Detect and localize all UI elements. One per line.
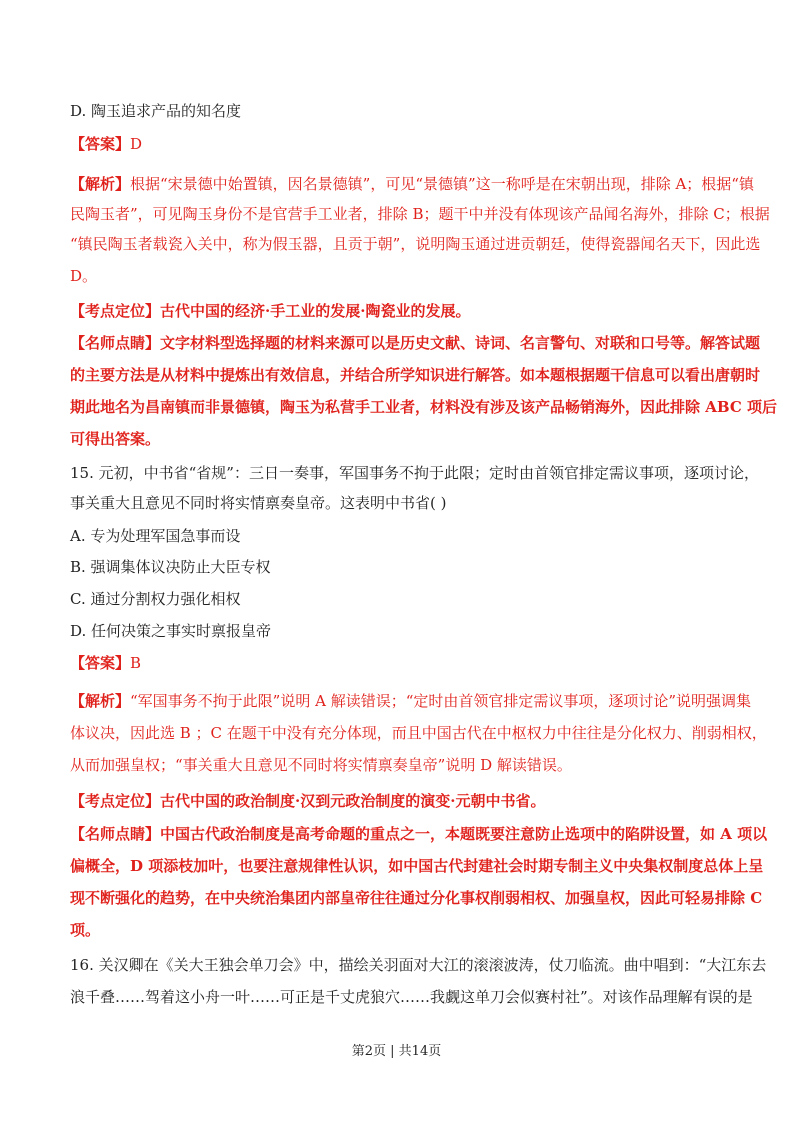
q15-answer: [70, 653, 730, 673]
q15-option-a: A. 专为处理军国急事而设: [70, 527, 241, 545]
q15-option-d: D. 任何决策之事实时禀报皇帝: [70, 622, 272, 640]
tip-tag: 【名师点睛】: [70, 334, 161, 352]
q14-analysis-line: “镇民陶玉者载瓷入关中，称为假玉器，且贡于朝”，说明陶玉通过进贡朝廷，使得瓷器闻名天下，因此选: [70, 235, 761, 253]
q15-tip-line: 项。: [70, 921, 101, 939]
point-text: 古代中国的经济·手工业的发展·陶瓷业的发展。: [160, 302, 471, 320]
point-tag: 【考点定位】: [70, 792, 161, 810]
analysis-tag: 【解析】: [70, 692, 131, 710]
q14-tip-line: [70, 333, 761, 353]
q14-analysis-line: D。: [70, 267, 98, 285]
answer-tag: 【答案】: [70, 135, 131, 153]
q15-point: [70, 791, 730, 811]
q15-option-b: B. 强调集体议决防止大臣专权: [70, 558, 271, 576]
q14-point: [70, 301, 730, 321]
q15-tip-line: 偏概全，D 项添枝加叶，也要注意规律性认识，如中国古代封建社会时期专制主义中央集权制度总体上呈: [70, 857, 764, 875]
q15-analysis-line: [70, 691, 752, 711]
page-footer: 第2页 | 共14页: [351, 1044, 442, 1059]
tip-tag: 【名师点睛】: [70, 825, 161, 843]
q14-tip-line: 期此地名为昌南镇而非景德镇，陶玉为私营手工业者，材料没有涉及该产品畅销海外，因此排除 ABC 项后: [70, 398, 777, 416]
analysis-text: “军国事务不拘于此限”说明 A 解读错误；“定时由首领官排定需议事项，逐项讨论”说明强调集: [130, 692, 752, 710]
q16-stem-line: 16. 关汉卿在《关大王独会单刀会》中，描绘关羽面对大江的滚滚波涛，仗刀临流。曲中唱到：“大江东去: [70, 956, 767, 974]
point-text: 古代中国的政治制度·汉到元政治制度的演变·元朝中书省。: [160, 792, 546, 810]
q15-option-c: C. 通过分割权力强化相权: [70, 590, 241, 608]
point-tag: 【考点定位】: [70, 302, 161, 320]
q14-answer: [70, 134, 730, 154]
q14-option-d: D. 陶玉追求产品的知名度: [70, 102, 242, 120]
q15-analysis-line: 体议决，因此选 B ；C 在题干中没有充分体现，而且中国古代在中枢权力中往往是分化权力、削弱相权，: [70, 724, 767, 742]
q15-analysis-line: 从而加强皇权；“事关重大且意见不同时将实情禀奏皇帝”说明 D 解读错误。: [70, 756, 572, 774]
q15-tip-line: 现不断强化的趋势，在中央统治集团内部皇帝往往通过分化事权削弱相权、加强皇权，因此可轻易排除 C: [70, 889, 763, 907]
q16-stem-line: 浪千叠……驾着这小舟一叶……可正是千丈虎狼穴……我觑这单刀会似赛村社”。对该作品理解有误的是: [70, 988, 753, 1006]
q14-analysis-line: 民陶玉者”，可见陶玉身份不是官营手工业者，排除 B；题干中并没有体现该产品闻名海外，排除 C；根据: [70, 205, 770, 223]
q14-tip-line: 可得出答案。: [70, 430, 161, 448]
analysis-text: 根据“宋景德中始置镇，因名景德镇”，可见“景德镇”这一称呼是在宋朝出现，排除 A；根据“镇: [130, 175, 754, 193]
answer-value: B: [130, 654, 142, 672]
q14-analysis-line: [70, 174, 754, 194]
answer-value: D: [130, 135, 143, 153]
q15-tip-line: [70, 824, 768, 844]
tip-text: 文字材料型选择题的材料来源可以是历史文献、诗词、名言警句、对联和口号等。解答试题: [160, 334, 761, 352]
q15-stem-line: 15. 元初，中书省“省规”：三日一奏事，军国事务不拘于此限；定时由首领官排定需议事项，逐项讨论，: [70, 464, 759, 482]
analysis-tag: 【解析】: [70, 175, 131, 193]
q15-stem-line: 事关重大且意见不同时将实情禀奏皇帝。这表明中书省( ): [70, 494, 447, 512]
q14-tip-line: 的主要方法是从材料中提炼出有效信息，并结合所学知识进行解答。如本题根据题干信息可以看出唐朝时: [70, 366, 761, 384]
answer-tag: 【答案】: [70, 654, 131, 672]
tip-text: 中国古代政治制度是高考命题的重点之一，本题既要注意防止选项中的陷阱设置，如 A 项以: [160, 825, 768, 843]
